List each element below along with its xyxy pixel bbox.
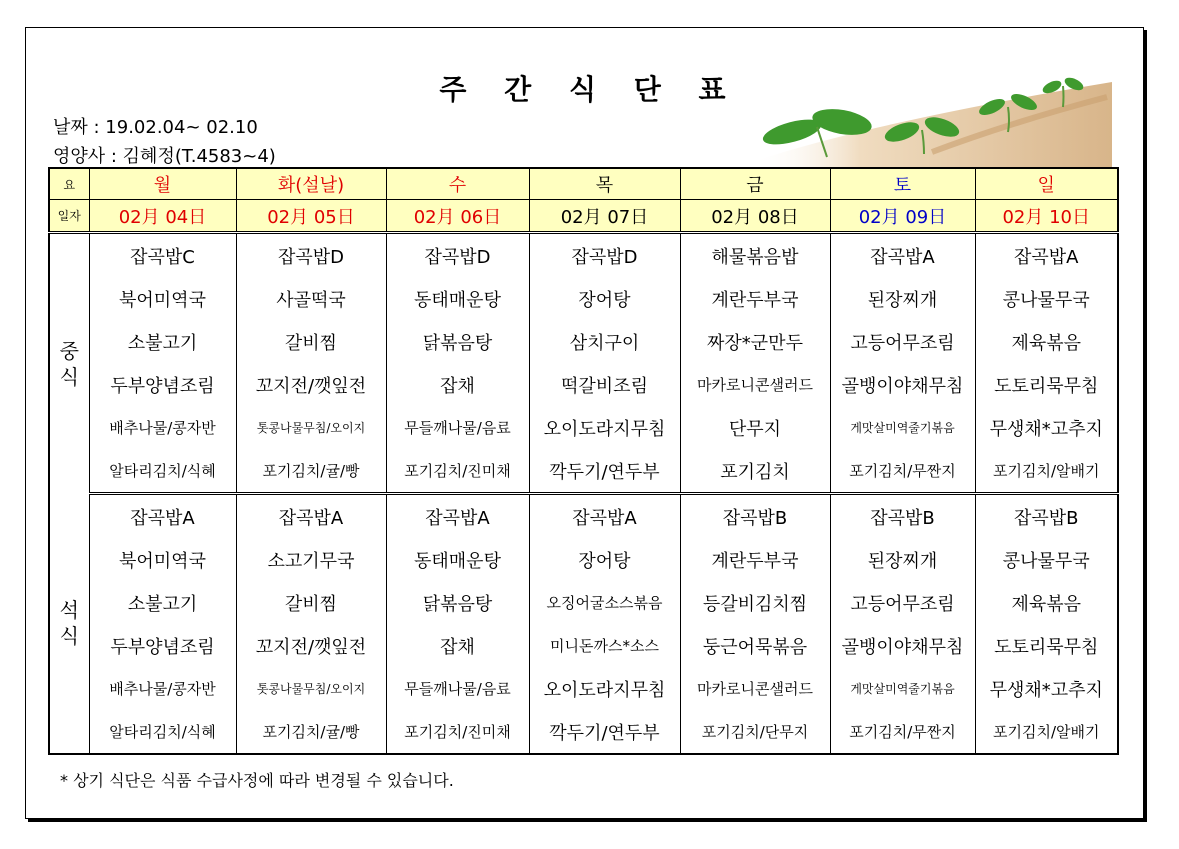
date-monday: 02月 04日 bbox=[89, 200, 236, 233]
menu-item: 북어미역국 bbox=[89, 538, 236, 581]
menu-item: 잡곡밥B bbox=[975, 494, 1118, 539]
dinner-label bbox=[49, 494, 89, 755]
menu-item: 깍두기/연두부 bbox=[529, 449, 680, 494]
menu-item: 마카로니콘샐러드 bbox=[680, 363, 830, 406]
menu-item: 배추나물/콩자반 bbox=[89, 406, 236, 449]
menu-item: 무들깨나물/음료 bbox=[386, 406, 529, 449]
menu-item: 잡곡밥D bbox=[236, 233, 386, 278]
menu-item: 포기김치/무짠지 bbox=[830, 449, 975, 494]
menu-item: 골뱅이야채무침 bbox=[830, 363, 975, 406]
date-wednesday: 02月 06日 bbox=[386, 200, 529, 233]
lunch-row bbox=[49, 233, 1118, 278]
menu-item: 소고기무국 bbox=[236, 538, 386, 581]
day-header-row bbox=[49, 168, 1118, 200]
menu-change-note: * 상기 식단은 식품 수급사정에 따라 변경될 수 있습니다. bbox=[60, 771, 454, 790]
menu-item: 북어미역국 bbox=[89, 277, 236, 320]
menu-item: 포기김치/단무지 bbox=[680, 710, 830, 754]
menu-item: 잡곡밥A bbox=[386, 494, 529, 539]
date-tuesday: 02月 05日 bbox=[236, 200, 386, 233]
lunch-row bbox=[49, 363, 1118, 406]
menu-item: 동태매운탕 bbox=[386, 538, 529, 581]
dinner-row bbox=[49, 624, 1118, 667]
date-sunday: 02月 10日 bbox=[975, 200, 1118, 233]
menu-item: 사골떡국 bbox=[236, 277, 386, 320]
dinner-row bbox=[49, 494, 1118, 539]
menu-item: 마카로니콘샐러드 bbox=[680, 667, 830, 710]
menu-item: 톳콩나물무침/오이지 bbox=[236, 667, 386, 710]
menu-item: 계란두부국 bbox=[680, 538, 830, 581]
menu-item: 두부양념조림 bbox=[89, 624, 236, 667]
day-thursday: 목 bbox=[529, 168, 680, 200]
menu-item: 포기김치/진미채 bbox=[386, 710, 529, 754]
menu-item: 잡곡밥A bbox=[830, 233, 975, 278]
menu-item: 무들깨나물/음료 bbox=[386, 667, 529, 710]
dietitian-info: 영양사 : 김혜정(T.4583~4) bbox=[53, 146, 276, 167]
menu-item: 깍두기/연두부 bbox=[529, 710, 680, 754]
menu-item: 무생채*고추지 bbox=[975, 667, 1118, 710]
lunch-row bbox=[49, 449, 1118, 494]
menu-item: 알타리김치/식혜 bbox=[89, 710, 236, 754]
lunch-section bbox=[49, 233, 1118, 494]
menu-item: 잡곡밥A bbox=[89, 494, 236, 539]
menu-item: 된장찌개 bbox=[830, 277, 975, 320]
page-title: 주 간 식 단 표 bbox=[439, 73, 740, 106]
menu-item: 잡채 bbox=[386, 624, 529, 667]
menu-item: 제육볶음 bbox=[975, 581, 1118, 624]
menu-item: 잡곡밥B bbox=[830, 494, 975, 539]
menu-item: 고등어무조림 bbox=[830, 581, 975, 624]
weekly-menu-table bbox=[48, 167, 1119, 755]
menu-item: 포기김치/무짠지 bbox=[830, 710, 975, 754]
menu-item: 잡곡밥A bbox=[236, 494, 386, 539]
day-sunday: 일 bbox=[975, 168, 1118, 200]
day-monday: 월 bbox=[89, 168, 236, 200]
day-tuesday: 화(설날) bbox=[236, 168, 386, 200]
menu-item: 짜장*군만두 bbox=[680, 320, 830, 363]
dinner-row bbox=[49, 667, 1118, 710]
menu-item: 단무지 bbox=[680, 406, 830, 449]
menu-item: 등갈비김치찜 bbox=[680, 581, 830, 624]
day-friday: 금 bbox=[680, 168, 830, 200]
menu-item: 닭볶음탕 bbox=[386, 320, 529, 363]
menu-item: 삼치구이 bbox=[529, 320, 680, 363]
dinner-row bbox=[49, 538, 1118, 581]
menu-item: 제육볶음 bbox=[975, 320, 1118, 363]
menu-item: 게맛살미역줄기볶음 bbox=[830, 406, 975, 449]
menu-item: 도토리묵무침 bbox=[975, 624, 1118, 667]
menu-item: 잡곡밥C bbox=[89, 233, 236, 278]
menu-item: 배추나물/콩자반 bbox=[89, 667, 236, 710]
menu-item: 오이도라지무침 bbox=[529, 406, 680, 449]
menu-item: 계란두부국 bbox=[680, 277, 830, 320]
lunch-label-text: 중 식 bbox=[59, 338, 79, 389]
dinner-row bbox=[49, 710, 1118, 754]
date-thursday: 02月 07日 bbox=[529, 200, 680, 233]
sprout-illustration bbox=[752, 62, 1112, 170]
day-saturday: 토 bbox=[830, 168, 975, 200]
dinner-label-text: 석 식 bbox=[59, 598, 79, 649]
date-header-row bbox=[49, 200, 1118, 233]
menu-item: 잡곡밥A bbox=[975, 233, 1118, 278]
menu-item: 장어탕 bbox=[529, 277, 680, 320]
lunch-label bbox=[49, 233, 89, 494]
menu-item: 포기김치 bbox=[680, 449, 830, 494]
menu-item: 콩나물무국 bbox=[975, 538, 1118, 581]
menu-item: 장어탕 bbox=[529, 538, 680, 581]
menu-item: 꼬지전/깻잎전 bbox=[236, 624, 386, 667]
menu-item: 두부양념조림 bbox=[89, 363, 236, 406]
menu-item: 갈비찜 bbox=[236, 320, 386, 363]
menu-item: 동태매운탕 bbox=[386, 277, 529, 320]
menu-item: 소불고기 bbox=[89, 320, 236, 363]
date-range: 날짜 : 19.02.04~ 02.10 bbox=[53, 117, 258, 138]
menu-item: 잡곡밥D bbox=[386, 233, 529, 278]
lunch-row bbox=[49, 277, 1118, 320]
menu-item: 갈비찜 bbox=[236, 581, 386, 624]
lunch-row bbox=[49, 406, 1118, 449]
menu-item: 도토리묵무침 bbox=[975, 363, 1118, 406]
menu-item: 잡곡밥A bbox=[529, 494, 680, 539]
menu-item: 알타리김치/식혜 bbox=[89, 449, 236, 494]
menu-item: 포기김치/귤/빵 bbox=[236, 449, 386, 494]
menu-item: 포기김치/알배기 bbox=[975, 449, 1118, 494]
menu-item: 잡곡밥B bbox=[680, 494, 830, 539]
dinner-section bbox=[49, 494, 1118, 755]
menu-item: 오징어굴소스볶음 bbox=[529, 581, 680, 624]
menu-item: 톳콩나물무침/오이지 bbox=[236, 406, 386, 449]
menu-item: 닭볶음탕 bbox=[386, 581, 529, 624]
menu-item: 된장찌개 bbox=[830, 538, 975, 581]
menu-item: 둥근어묵볶음 bbox=[680, 624, 830, 667]
menu-item: 해물볶음밥 bbox=[680, 233, 830, 278]
dinner-row bbox=[49, 581, 1118, 624]
lunch-row bbox=[49, 320, 1118, 363]
menu-item: 게맛살미역줄기볶음 bbox=[830, 667, 975, 710]
day-wednesday: 수 bbox=[386, 168, 529, 200]
menu-item: 콩나물무국 bbox=[975, 277, 1118, 320]
menu-item: 포기김치/알배기 bbox=[975, 710, 1118, 754]
menu-item: 소불고기 bbox=[89, 581, 236, 624]
menu-item: 무생채*고추지 bbox=[975, 406, 1118, 449]
menu-item: 포기김치/진미채 bbox=[386, 449, 529, 494]
menu-item: 잡채 bbox=[386, 363, 529, 406]
date-friday: 02月 08日 bbox=[680, 200, 830, 233]
menu-item: 잡곡밥D bbox=[529, 233, 680, 278]
menu-item: 포기김치/귤/빵 bbox=[236, 710, 386, 754]
date-saturday: 02月 09日 bbox=[830, 200, 975, 233]
menu-item: 꼬지전/깻잎전 bbox=[236, 363, 386, 406]
date-label: 일자 bbox=[49, 200, 89, 233]
menu-item: 미니돈까스*소스 bbox=[529, 624, 680, 667]
menu-item: 떡갈비조림 bbox=[529, 363, 680, 406]
menu-item: 골뱅이야채무침 bbox=[830, 624, 975, 667]
menu-item: 오이도라지무침 bbox=[529, 667, 680, 710]
day-label: 요 bbox=[49, 168, 89, 200]
menu-item: 고등어무조림 bbox=[830, 320, 975, 363]
